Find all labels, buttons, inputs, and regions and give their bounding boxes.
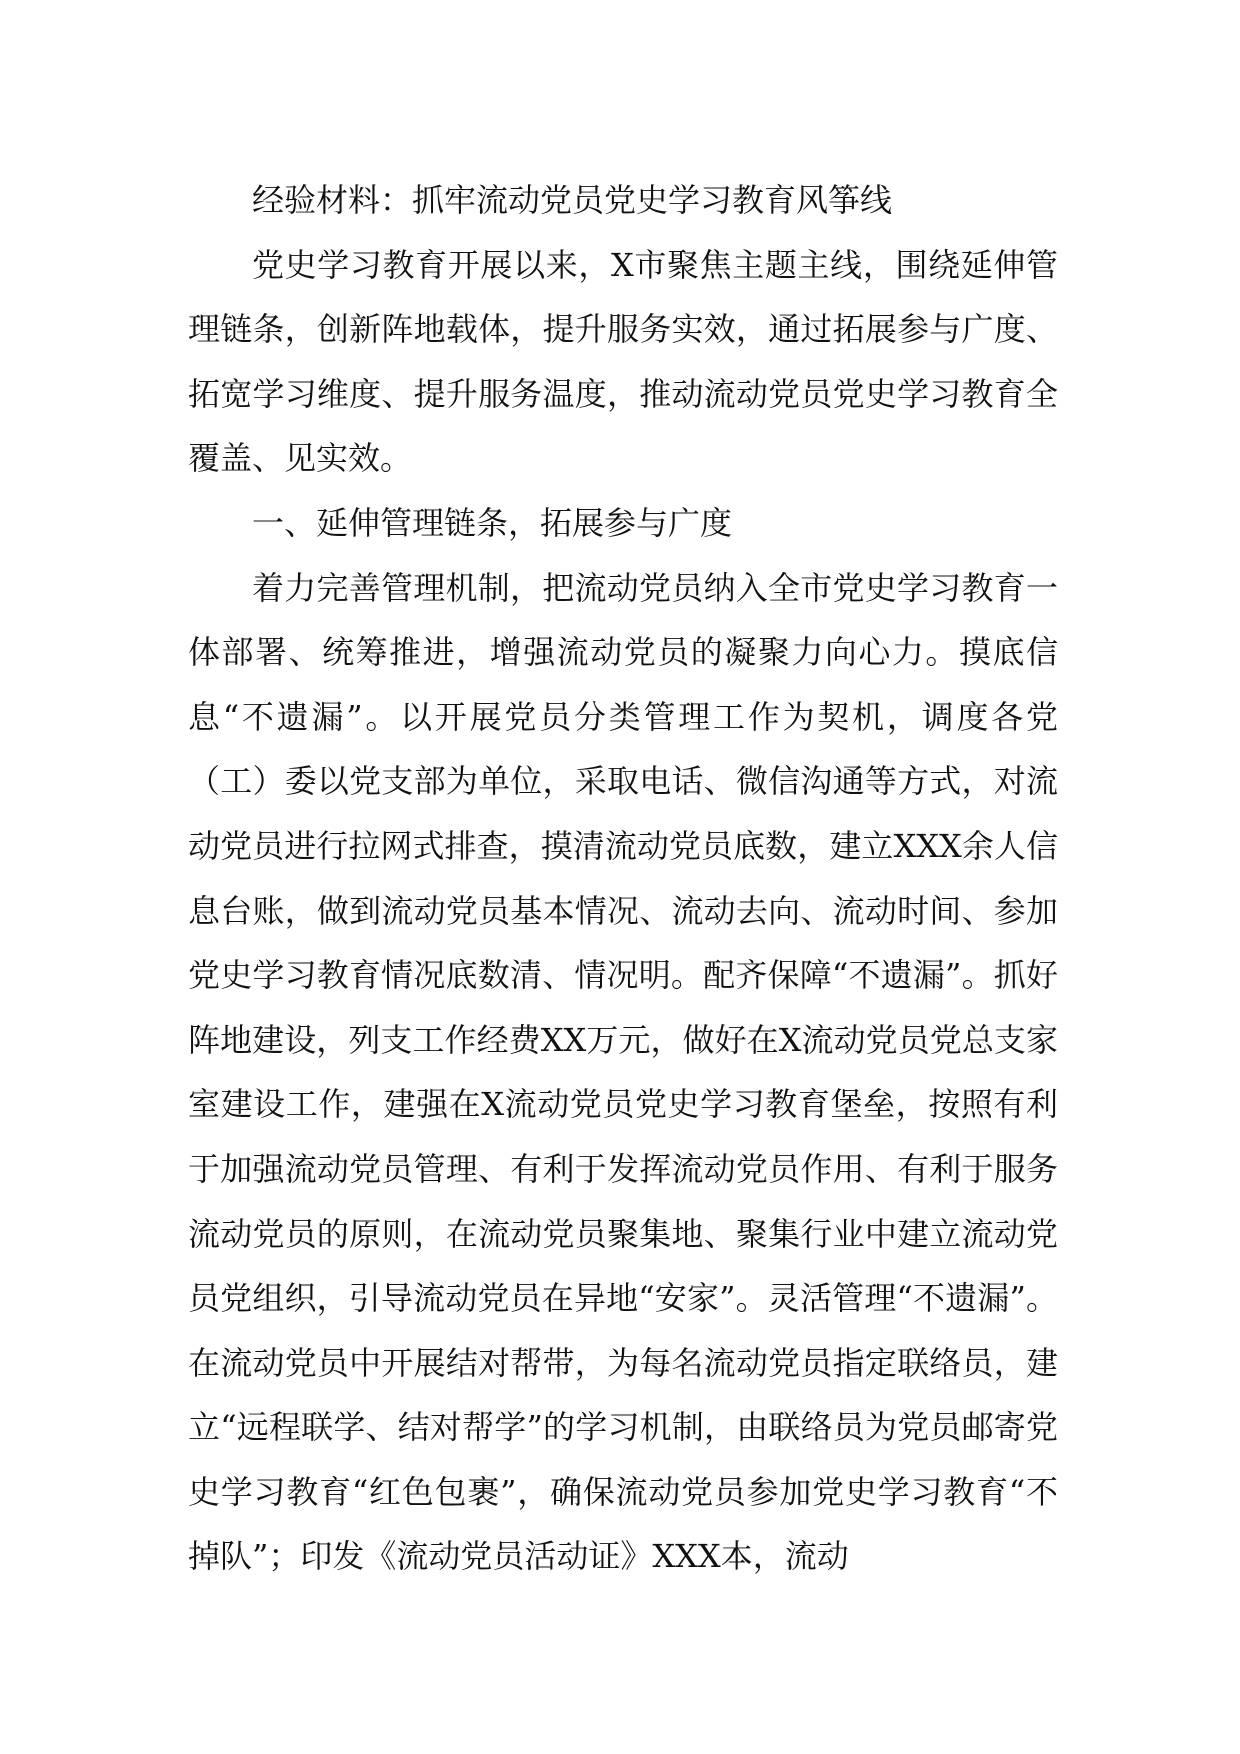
- document-title: 经验材料：抓牢流动党员党史学习教育风筝线: [252, 181, 893, 219]
- section-paragraph: 着力完善管理机制，把流动党员纳入全市党史学习教育一体部署、统筹推进，增强流动党员的凝聚力向心力。摸底信息“不遗漏”。以开展党员分类管理工作为契机，调度各党（工）委以党支部为单位，采取电话、微信沟通等方式，对流动党员进行拉网式排查，摸清流动党员底数，建立XXX余人信息台账，做到流动党员基本情况、流动去向、流动时间、参加党史学习教育情况底数清、情况明。配齐保障“不遗漏”。抓好阵地建设，列支工作经费XX万元，做好在X流动党员党总支家室建设工作，建强在X流动党员党史学习教育堡垒，按照有利于加强流动党员管理、有利于发挥流动党员作用、有利于服务流动党员的原则，在流动党员聚集地、聚集行业中建立流动党员党组织，引导流动党员在异地“安家”。灵活管理“不遗漏”。在流动党员中开展结对帮带，为每名流动党员指定联络员，建立“远程联学、结对帮学”的学习机制，由联络员为党员邮寄党史学习教育“红色包裹”，确保流动党员参加党史学习教育“不掉队”；印发《流动党员活动证》XXX本，流动: [188, 568, 1058, 1576]
- intro-paragraph: 党史学习教育开展以来，X市聚焦主题主线，围绕延伸管理链条，创新阵地载体，提升服务实效，通过拓展参与广度、拓宽学习维度、提升服务温度，推动流动党员党史学习教育全覆盖、见实效。: [188, 245, 1058, 478]
- section-heading: 一、延伸管理链条，拓展参与广度: [252, 503, 733, 542]
- document-body: [188, 168, 1058, 1589]
